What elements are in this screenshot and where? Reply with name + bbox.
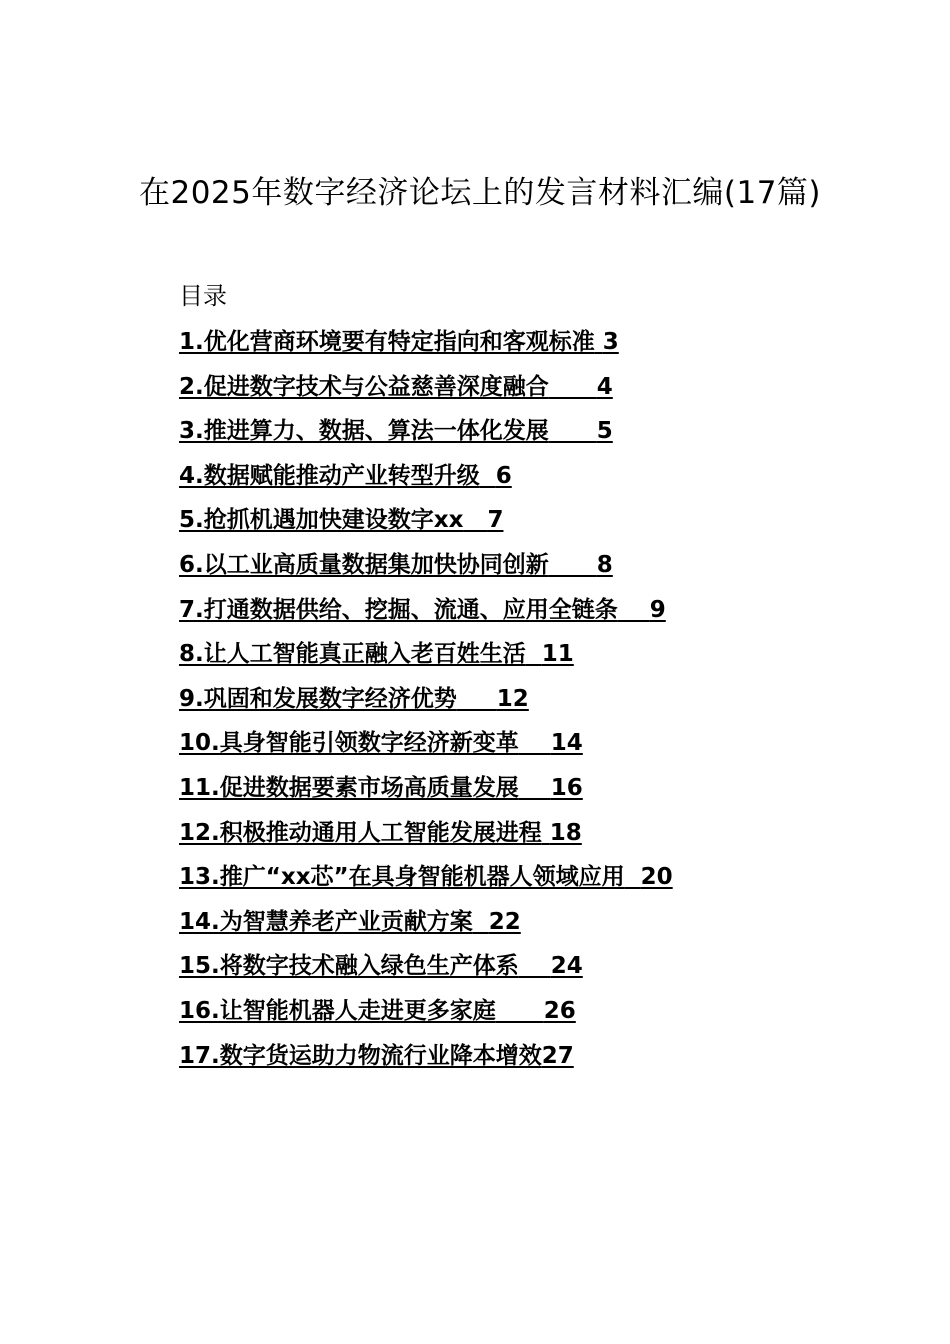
toc-entry-link[interactable] [179,686,529,712]
toc-entry-page-number: 14 [550,730,583,757]
toc-entry-page-number: 8 [596,551,613,578]
toc-entry-title: 8.让人工智能真正融入老百姓生活 [179,641,526,668]
toc-entry-link[interactable] [179,864,673,890]
toc-entry [179,1040,673,1085]
toc-entry [179,638,673,683]
document-title: 在2025年数字经济论坛上的发言材料汇编(17篇) [138,175,822,211]
toc-entry-link[interactable] [179,1043,574,1069]
toc-entry [179,906,673,951]
toc-entry-title: 6.以工业高质量数据集加快协同创新 [179,551,549,578]
toc-entry [179,504,673,549]
toc-entry-page-number: 3 [602,329,619,355]
toc-entry-title: 17.数字货运助力物流行业降本增效 [179,1042,542,1069]
toc-heading: 目录 [179,282,227,310]
toc-entry-gap [463,507,487,533]
toc-entry-title: 10.具身智能引领数字经济新变革 [179,730,519,757]
toc-entry-gap [625,864,641,890]
toc-entry-link[interactable] [179,463,512,489]
toc-entry-title: 1.优化营商环境要有特定指向和客观标准 [179,329,595,355]
toc-entry [179,861,673,906]
toc-entry-title: 5.抢抓机遇加快建设数字xx [179,507,464,534]
toc-entry-link[interactable] [179,953,583,979]
toc-entry-title: 15.将数字技术融入绿色生产体系 [179,953,519,980]
toc-entry-title: 2.促进数字技术与公益慈善深度融合 [179,373,549,400]
toc-entry [179,727,673,772]
toc-entry-title: 9.巩固和发展数字经济优势 [179,685,457,712]
toc-entry-title: 7.打通数据供给、挖掘、流通、应用全链条 [179,596,618,623]
toc-entry-title: 3.推进算力、数据、算法一体化发展 [179,418,549,445]
toc-entry-link[interactable] [179,329,619,355]
toc-entry-page-number: 18 [549,819,582,846]
toc-entry-gap [549,374,597,400]
toc-entry-gap [519,775,551,801]
toc-entry-link[interactable] [179,775,583,801]
toc-entry-gap [473,909,489,935]
toc-entry [179,371,673,416]
toc-entry [179,415,673,460]
toc-entry [179,549,673,594]
toc-entry-gap [519,730,551,756]
toc-entry-link[interactable] [179,552,613,578]
toc-entry-title: 4.数据赋能推动产业转型升级 [179,462,480,489]
toc-entry-link[interactable] [179,998,576,1024]
toc-entry-title: 16.让智能机器人走进更多家庭 [179,997,496,1024]
toc-entry-page-number: 26 [543,997,576,1024]
toc-entry-link[interactable] [179,597,666,623]
toc-entry-gap [519,953,551,979]
toc-entry-page-number: 16 [550,774,583,801]
toc-entry-page-number: 27 [541,1042,574,1069]
toc-entry-gap [595,329,603,355]
toc-entry-page-number: 9 [649,596,666,623]
toc-entry-link[interactable] [179,374,613,400]
toc-entry-gap [526,641,542,667]
toc-entry [179,683,673,728]
toc-entry-link[interactable] [179,641,574,667]
toc-entry [179,460,673,505]
toc-entry-gap [496,998,544,1024]
toc-entry-gap [549,418,597,444]
toc-entry-title: 14.为智慧养老产业贡献方案 [179,908,473,935]
toc-entry-page-number: 22 [488,908,521,935]
toc-entry-page-number: 24 [550,953,583,980]
toc-entry-gap [618,597,650,623]
toc-entry-page-number: 4 [596,373,613,400]
toc-entry [179,817,673,862]
toc-entry-link[interactable] [179,730,583,756]
toc-entry-gap [542,820,550,846]
toc-entry-title: 11.促进数据要素市场高质量发展 [179,774,519,801]
toc-entry-page-number: 7 [487,507,504,534]
toc-entry-page-number: 5 [596,418,613,445]
toc-entry [179,772,673,817]
toc-entry-link[interactable] [179,507,503,533]
toc-entry-link[interactable] [179,909,521,935]
table-of-contents [179,326,673,1084]
toc-entry [179,594,673,639]
toc-entry-gap [457,686,497,712]
toc-entry-page-number: 6 [495,462,512,489]
toc-entry-link[interactable] [179,820,582,846]
toc-entry [179,995,673,1040]
toc-entry [179,950,673,995]
toc-entry-page-number: 12 [496,685,529,712]
toc-entry [179,326,673,371]
toc-entry-page-number: 20 [640,864,673,891]
toc-entry-page-number: 11 [541,641,574,668]
toc-entry-title: 12.积极推动通用人工智能发展进程 [179,819,542,846]
toc-entry-gap [480,463,496,489]
toc-entry-title: 13.推广“xx芯”在具身智能机器人领域应用 [179,864,625,891]
toc-entry-gap [549,552,597,578]
toc-entry-link[interactable] [179,418,613,444]
